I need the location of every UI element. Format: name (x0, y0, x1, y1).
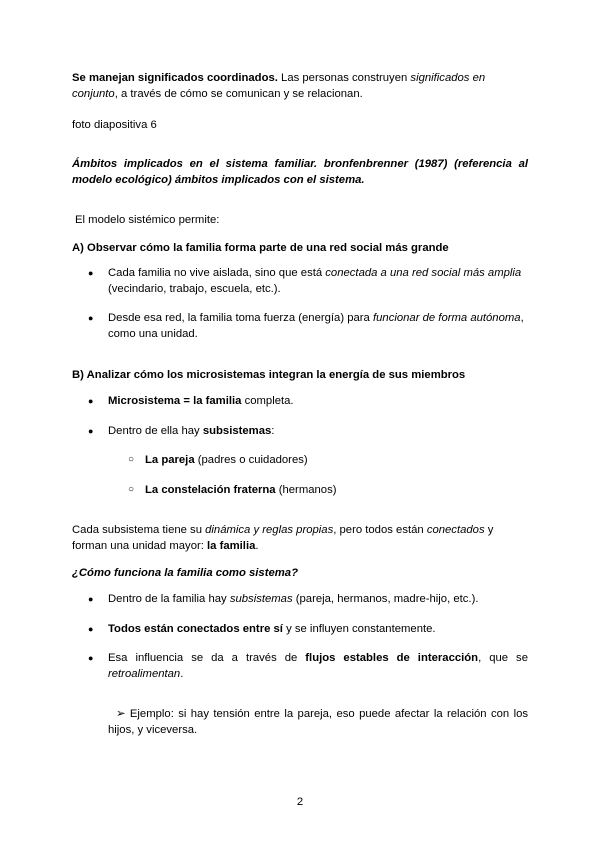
list-item: ● Desde esa red, la familia toma fuerza (energía) para funcionar de forma autónoma, como una unidad. (88, 312, 524, 340)
photo-note: foto diapositiva 6 (72, 119, 157, 131)
list-item: ● Todos están conectados entre sí y se influyen constantemente. (88, 623, 436, 635)
bullet-icon: ● (88, 624, 94, 634)
sub-list-item: ○ La constelación fraterna (hermanos) (128, 484, 337, 496)
ambitos-heading: Ámbitos implicados en el sistema familiar. bronfenbrenner (1987) (referencia al modelo ecológico) ámbitos implicados con el sistema. (72, 158, 528, 186)
hollow-bullet-icon: ○ (128, 484, 135, 495)
bullet-icon: ● (88, 426, 94, 436)
modelo-intro: El modelo sistémico permite: (75, 214, 220, 226)
bullet-icon: ● (88, 313, 94, 323)
bullet-icon: ● (88, 653, 94, 663)
ejemplo-paragraph: ➢ Ejemplo: si hay tensión entre la pareja, eso puede afectar la relación con los hijos, y viceversa. (108, 708, 529, 736)
page-number: 2 (296, 796, 304, 808)
coordinated-meanings-paragraph: Se manejan significados coordinados. Las personas construyen significados en conjunto, a través de cómo se comunican y se relacionan. (72, 72, 486, 100)
sistema-heading: ¿Cómo funciona la familia como sistema? (72, 567, 298, 579)
list-item: ● Dentro de ella hay subsistemas: (88, 425, 275, 437)
arrow-bullet-icon: ➢ (116, 708, 126, 720)
bullet-icon: ● (88, 396, 94, 406)
list-item: ● Dentro de la familia hay subsistemas (pareja, hermanos, madre-hijo, etc.). (88, 593, 479, 605)
sub-list-item: ○ La pareja (padres o cuidadores) (128, 454, 308, 466)
subsistema-paragraph: Cada subsistema tiene su dinámica y reglas propias, pero todos están conectados y forman una unidad mayor: la familia. (72, 524, 494, 552)
section-b-heading: B) Analizar cómo los microsistemas integran la energía de sus miembros (72, 369, 466, 381)
bullet-icon: ● (88, 268, 94, 278)
list-item: ● Cada familia no vive aislada, sino que está conectada a una red social más amplia (vecindario, trabajo, escuela, etc.). (88, 267, 522, 295)
section-a-heading: A) Observar cómo la familia forma parte de una red social más grande (72, 242, 449, 254)
bullet-icon: ● (88, 594, 94, 604)
list-item: ● Esa influencia se da a través de flujos estables de interacción, que se retroalimentan. (88, 652, 528, 680)
hollow-bullet-icon: ○ (128, 454, 135, 465)
list-item: ● Microsistema = la familia completa. (88, 395, 294, 407)
